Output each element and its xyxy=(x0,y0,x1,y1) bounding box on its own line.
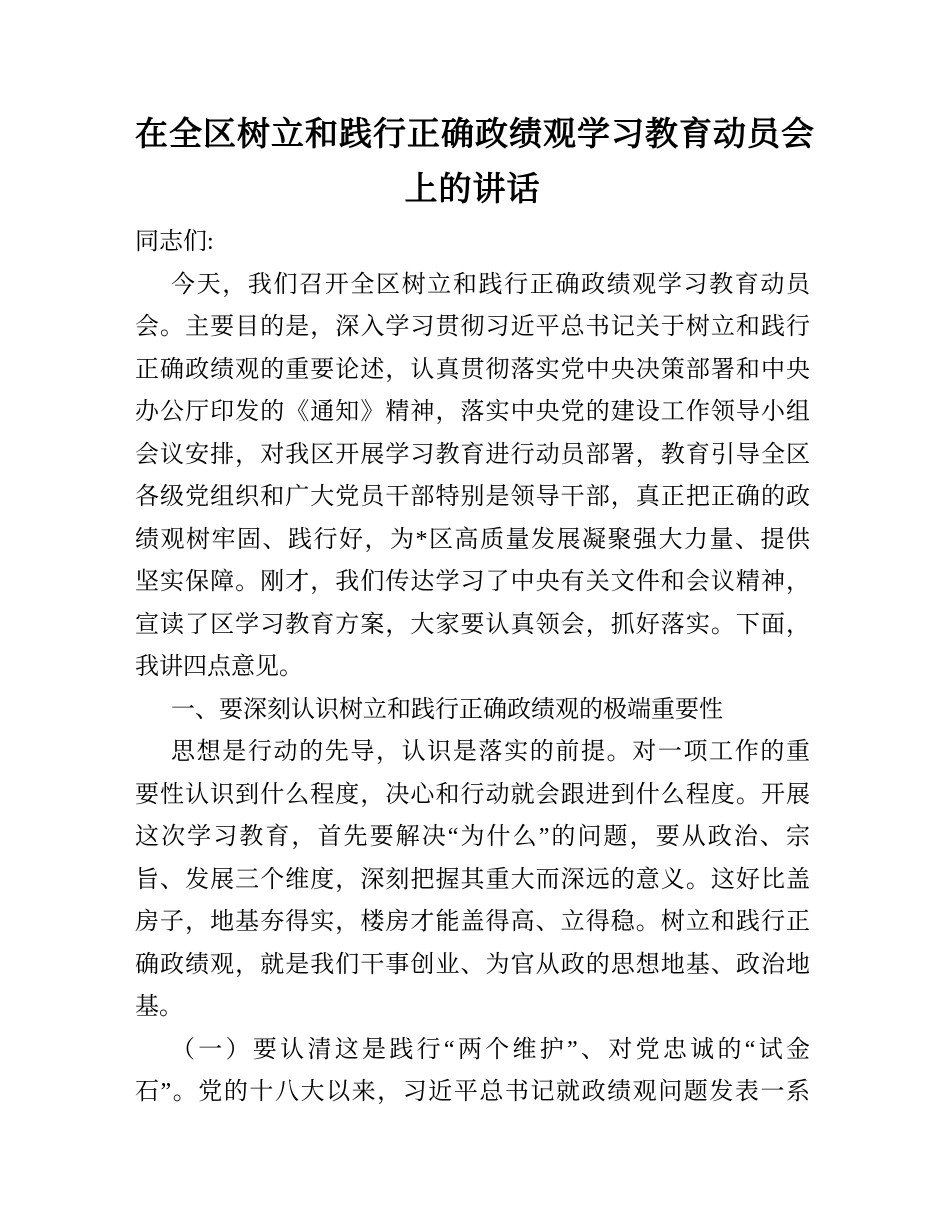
body-line: 一、要深刻认识树立和践行正确政绩观的极端重要性 xyxy=(171,696,723,723)
body-line: 宣读了区学习教育方案，大家要认真领会，抓好落实。下面， xyxy=(135,611,810,638)
body-line: 确政绩观，就是我们干事创业、为官从政的思想地基、政治地 xyxy=(135,951,810,978)
body-line: 各级党组织和广大党员干部特别是领导干部，真正把正确的政 xyxy=(135,484,810,510)
body-line: 房子，地基夯得实，楼房才能盖得高、立得稳。树立和践行正 xyxy=(135,909,810,935)
body-line: 办公厅印发的《通知》精神，落实中央党的建设工作领导小组 xyxy=(135,399,810,425)
body-line: 正确政绩观的重要论述，认真贯彻落实党中央决策部署和中央 xyxy=(135,356,810,383)
title-line-2: 上的讲话 xyxy=(404,170,541,207)
document-body xyxy=(135,221,810,1114)
body-line: 要性认识到什么程度，决心和行动就会跟进到什么程度。开展 xyxy=(135,781,810,808)
body-line: 这次学习教育，首先要解决“为什么”的问题，要从政治、宗 xyxy=(135,824,810,850)
body-line: 坚实保障。刚才，我们传达学习了中央有关文件和会议精神， xyxy=(135,569,810,595)
body-line: 我讲四点意见。 xyxy=(135,654,303,680)
body-line: 旨、发展三个维度，深刻把握其重大而深远的意义。这好比盖 xyxy=(135,866,810,893)
title-line-1: 在全区树立和践行正确政绩观学习教育动员会 xyxy=(135,115,815,152)
body-line: 会。主要目的是，深入学习贯彻习近平总书记关于树立和践行 xyxy=(135,314,810,340)
body-line: 石”。党的十八大以来，习近平总书记就政绩观问题发表一系 xyxy=(135,1079,810,1105)
body-line: 同志们: xyxy=(135,229,214,255)
body-line: （一）要认清这是践行“两个维护”、对党忠诚的“试金 xyxy=(171,1036,810,1063)
body-line: 基。 xyxy=(135,994,183,1020)
body-line: 绩观树牢固、践行好，为*区高质量发展凝聚强大力量、提供 xyxy=(135,526,810,553)
document-title xyxy=(135,106,815,216)
body-line: 思想是行动的先导，认识是落实的前提。对一项工作的重 xyxy=(171,739,810,765)
body-line: 今天，我们召开全区树立和践行正确政绩观学习教育动员 xyxy=(171,271,810,298)
body-line: 会议安排，对我区开展学习教育进行动员部署，教育引导全区 xyxy=(135,441,810,468)
